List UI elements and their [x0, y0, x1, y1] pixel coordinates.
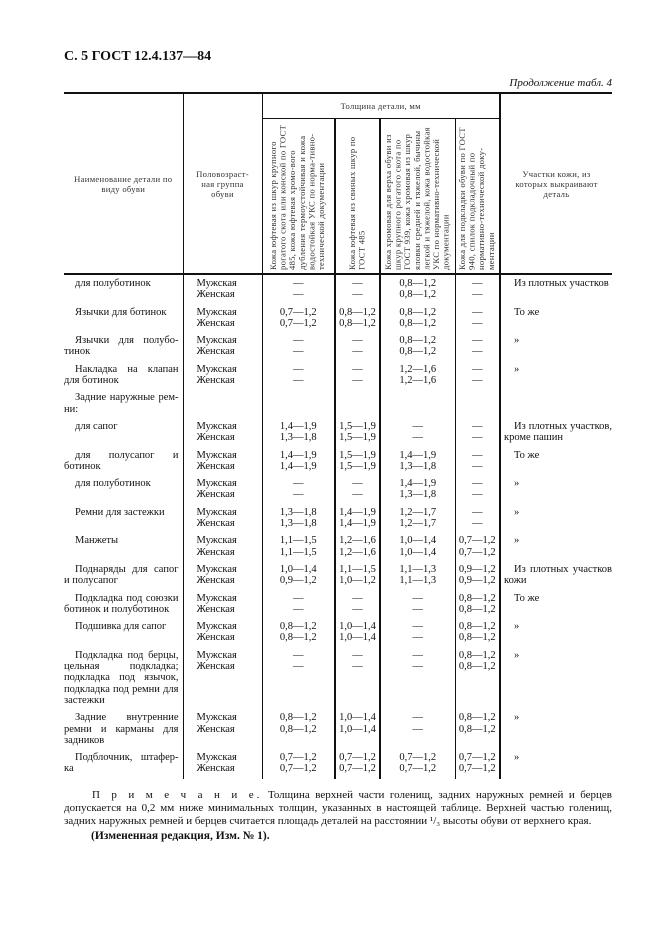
thickness-value: 1,1—1,5 1,1—1,5: [262, 532, 335, 561]
thickness-value: 0,7—1,2 0,7—1,2: [455, 749, 500, 779]
thickness-value: 0,7—1,2 0,7—1,2: [262, 304, 335, 333]
thickness-value: 1,4—1,9 1,3—1,8: [380, 475, 455, 504]
table-row: [64, 749, 612, 779]
leather-area: »: [500, 361, 612, 390]
thickness-value: 1,0—1,4 1,0—1,4: [335, 709, 380, 749]
thickness-value: 1,4—1,9 1,3—1,8: [262, 418, 335, 447]
table-row: [64, 389, 612, 418]
leather-area: »: [500, 332, 612, 361]
thickness-value: 0,8—1,2 0,8—1,2: [455, 590, 500, 619]
thickness-value: 0,8—1,2 0,8—1,2: [380, 332, 455, 361]
thickness-value: — —: [262, 361, 335, 390]
thickness-value: — —: [262, 647, 335, 709]
thickness-value: 1,2—1,7 1,2—1,7: [380, 504, 455, 533]
table-continuation-label: Продолжение табл. 4: [509, 77, 612, 89]
leather-area: То же: [500, 447, 612, 476]
gender-group: Мужская Женская: [183, 709, 262, 749]
leather-area: »: [500, 532, 612, 561]
note-label: П р и м е ч а н и е.: [92, 788, 263, 801]
col-header-name: Наименование детали по виду обуви: [64, 93, 183, 274]
thickness-value: [455, 389, 500, 418]
gender-group: Мужская Женская: [183, 590, 262, 619]
thickness-value: — —: [262, 475, 335, 504]
part-name: Поднаряды для сапог и полусапог: [64, 563, 179, 587]
table-row: [64, 618, 612, 647]
part-name: Манжеты: [75, 535, 119, 547]
thickness-value: 0,7—1,2 0,7—1,2: [380, 749, 455, 779]
table-row: [64, 561, 612, 590]
part-name: Язычки для ботинок: [75, 306, 167, 318]
thickness-value: — —: [335, 332, 380, 361]
thickness-value: 0,8—1,2 0,8—1,2: [455, 709, 500, 749]
gender-group: Мужская Женская: [183, 418, 262, 447]
part-name: Подшивка для сапог: [75, 621, 167, 633]
part-name: Язычки для полубо-тинок: [64, 335, 179, 358]
thickness-value: — —: [455, 361, 500, 390]
note-text: Толщина верхней части голенищ, задних наружных ремней и берцев допускается на 0,2 мм ниже минимальных толщин, указанных в настоящей таблице. Верхней частью голенищ, задних наружных ремней и берцев считается площадь деталей на расстоянии ¹/₃ высоты обуви от верхнего края.: [64, 788, 612, 827]
thickness-value: 0,8—1,2 0,8—1,2: [380, 304, 455, 333]
thickness-value: [335, 389, 380, 418]
thickness-value: 1,5—1,9 1,5—1,9: [335, 418, 380, 447]
thickness-value: — —: [335, 475, 380, 504]
gender-group: Мужская Женская: [183, 504, 262, 533]
part-name: Задние внутренние ремни и карманы для задников: [64, 712, 179, 746]
subcol-header-3: Кожа хромовая для верха обуви из шкур крупного рогатого скота по ГОСТ 939, кожа хромовая из шкур яловки средней и тяжелой, бычины легкой и тяжелой, кожа водостойкая УКС по нормативно-технической документации: [380, 119, 455, 275]
gender-group: Мужская Женская: [183, 304, 262, 333]
thickness-value: — —: [455, 418, 500, 447]
thickness-table: [64, 92, 612, 779]
thickness-value: 1,0—1,4 1,0—1,4: [380, 532, 455, 561]
leather-area: Из плотных участков, кроме пашин: [500, 418, 612, 447]
thickness-value: — —: [455, 475, 500, 504]
page-header: С. 5 ГОСТ 12.4.137—84: [64, 49, 212, 64]
thickness-value: 1,2—1,6 1,2—1,6: [335, 532, 380, 561]
gender-group: Мужская Женская: [183, 332, 262, 361]
subcol-header-4: Кожа для подкладки обуви по ГОСТ 940, спилок подкладочный по нормативно-технической доку-ментации: [455, 119, 500, 275]
thickness-value: — —: [380, 647, 455, 709]
thickness-value: — —: [335, 361, 380, 390]
col-header-area: Участки кожи, из которых выкраивают деталь: [500, 93, 612, 274]
thickness-value: — —: [455, 504, 500, 533]
leather-area: »: [500, 475, 612, 504]
thickness-value: — —: [380, 590, 455, 619]
thickness-value: 1,2—1,6 1,2—1,6: [380, 361, 455, 390]
leather-area: Из плотных участков: [500, 274, 612, 304]
gender-group: Мужская Женская: [183, 447, 262, 476]
gender-group: Мужская Женская: [183, 274, 262, 304]
part-name: для полуботинок: [75, 478, 151, 490]
leather-area: »: [500, 749, 612, 779]
thickness-value: 1,4—1,9 1,3—1,8: [380, 447, 455, 476]
part-name: для полуботинок: [75, 278, 151, 289]
gender-group: [183, 389, 262, 418]
thickness-value: 0,8—1,2 0,8—1,2: [262, 709, 335, 749]
thickness-value: — —: [455, 332, 500, 361]
table-row: [64, 304, 612, 333]
edition-note: (Измененная редакция, Изм. № 1).: [91, 829, 270, 842]
part-name: Задние наружные рем-ни:: [64, 392, 179, 415]
part-name: Подкладка под союзки ботинок и полуботинок: [64, 592, 179, 615]
thickness-value: — —: [335, 274, 380, 304]
thickness-value: — —: [262, 332, 335, 361]
part-name: Подкладка под берцы, цельная подкладка; подкладка под язычок, подкладка под ремни для застежки: [64, 649, 179, 706]
thickness-value: 0,7—1,2 0,7—1,2: [262, 749, 335, 779]
gender-group: Мужская Женская: [183, 361, 262, 390]
gender-group: Мужская Женская: [183, 618, 262, 647]
thickness-value: — —: [380, 709, 455, 749]
thickness-value: 0,7—1,2 0,7—1,2: [455, 532, 500, 561]
thickness-value: — —: [335, 590, 380, 619]
leather-area: [500, 389, 612, 418]
thickness-value: 0,8—1,2 0,8—1,2: [455, 618, 500, 647]
leather-area: Из плотных участков кожи: [500, 561, 612, 590]
thickness-value: — —: [335, 647, 380, 709]
thickness-value: 1,0—1,4 1,0—1,4: [335, 618, 380, 647]
table-row: [64, 504, 612, 533]
leather-area: »: [500, 618, 612, 647]
thickness-value: — —: [455, 447, 500, 476]
thickness-value: 1,3—1,8 1,3—1,8: [262, 504, 335, 533]
part-name: для полусапог и ботинок: [64, 449, 179, 472]
thickness-value: — —: [262, 274, 335, 304]
part-name: Накладка на клапан для ботинок: [64, 363, 179, 387]
table-row: [64, 418, 612, 447]
table-row: [64, 361, 612, 390]
leather-area: »: [500, 709, 612, 749]
col-header-group: Половозраст-ная группа обуви: [183, 93, 262, 274]
gender-group: Мужская Женская: [183, 647, 262, 709]
thickness-value: 0,8—1,2 0,8—1,2: [335, 304, 380, 333]
thickness-value: 0,8—1,2 0,8—1,2: [380, 274, 455, 304]
leather-area: »: [500, 504, 612, 533]
table-row: [64, 274, 612, 304]
table-row: [64, 532, 612, 561]
thickness-value: 1,4—1,9 1,4—1,9: [335, 504, 380, 533]
thickness-value: 0,7—1,2 0,7—1,2: [335, 749, 380, 779]
table-row: [64, 647, 612, 709]
leather-area: То же: [500, 304, 612, 333]
subcol-header-2: Кожа юфтевая из свиных шкур по ГОСТ 485: [335, 119, 380, 275]
part-name: Ремни для застежки: [75, 506, 165, 518]
thickness-value: [262, 389, 335, 418]
thickness-value: 0,8—1,2 0,8—1,2: [262, 618, 335, 647]
table-row: [64, 475, 612, 504]
table-row: [64, 332, 612, 361]
subcol-header-1: Кожа юфтевая из шкур крупного рогатого скота или конской по ГОСТ 485, кожа юфтевая хромо-вого дубления термоустойчивая и кожа водостойкая УКС по норма-тивно-технической документации: [262, 119, 335, 275]
col-header-thickness: Толщина детали, мм: [262, 93, 500, 119]
part-name: Подблочник, штафер-ка: [64, 752, 179, 775]
thickness-value: 0,8—1,2 0,8—1,2: [455, 647, 500, 709]
leather-area: То же: [500, 590, 612, 619]
thickness-value: — —: [455, 274, 500, 304]
page-body: [64, 92, 612, 843]
thickness-value: — —: [262, 590, 335, 619]
thickness-value: — —: [380, 418, 455, 447]
thickness-value: [380, 389, 455, 418]
gender-group: Мужская Женская: [183, 532, 262, 561]
thickness-value: 1,1—1,3 1,1—1,3: [380, 561, 455, 590]
table-row: [64, 590, 612, 619]
gender-group: Мужская Женская: [183, 749, 262, 779]
leather-area: »: [500, 647, 612, 709]
gender-group: Мужская Женская: [183, 561, 262, 590]
table-row: [64, 447, 612, 476]
thickness-value: — —: [380, 618, 455, 647]
thickness-value: 1,4—1,9 1,4—1,9: [262, 447, 335, 476]
thickness-value: 0,9—1,2 0,9—1,2: [455, 561, 500, 590]
gender-group: Мужская Женская: [183, 475, 262, 504]
thickness-value: — —: [455, 304, 500, 333]
table-note: [64, 789, 612, 828]
thickness-value: 1,1—1,5 1,0—1,2: [335, 561, 380, 590]
thickness-value: 1,0—1,4 0,9—1,2: [262, 561, 335, 590]
thickness-value: 1,5—1,9 1,5—1,9: [335, 447, 380, 476]
part-name: для сапог: [75, 420, 118, 432]
table-row: [64, 709, 612, 749]
